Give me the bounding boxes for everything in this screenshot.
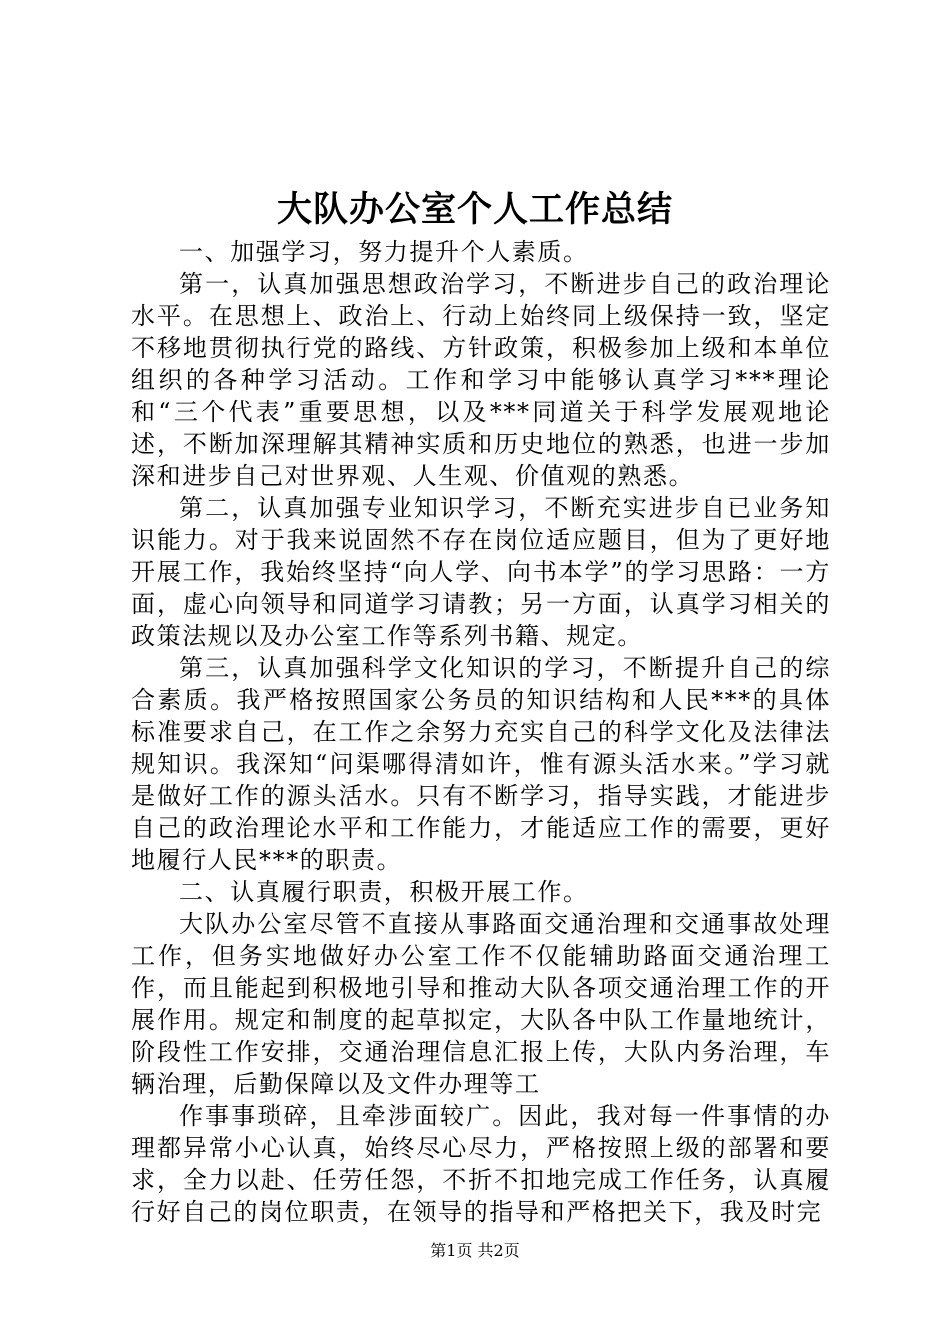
section-heading-2: 二、认真履行职责，积极开展工作。	[179, 878, 589, 906]
document-body	[131, 236, 831, 1228]
paragraph: 第二，认真加强专业知识学习，不断充实进步自已业务知识能力。对于我来说固然不存在岗位适应题目，但为了更好地开展工作，我始终坚持“向人学、向书本学”的学习思路：一方面，虚心向领导和同道学习请教；另一方面，认真学习相关的政策法规以及办公室工作等系列书籍、规定。	[131, 494, 831, 650]
paragraph: 第三，认真加强科学文化知识的学习，不断提升自己的综合素质。我严格按照国家公务员的知识结构和人民***的具体标准要求自己，在工作之余努力充实自己的科学文化及法律法规知识。我深知“问渠哪得清如许，惟有源头活水来。”学习就是做好工作的源头活水。只有不断学习，指导实践，才能进步自己的政治理论水平和工作能力，才能适应工作的需要，更好地履行人民***的职责。	[131, 654, 831, 874]
section-heading-1: 一、加强学习，努力提升个人素质。	[179, 238, 589, 266]
document-title: 大队办公室个人工作总结	[276, 189, 673, 230]
page-number: 第1页 共2页	[430, 1241, 520, 1260]
paragraph: 大队办公室尽管不直接从事路面交通治理和交通事故处理工作，但务实地做好办公室工作不仅能辅助路面交通治理工作，而且能起到积极地引导和推动大队各项交通治理工作的开展作用。规定和制度的起草拟定，大队各中队工作量地统计，阶段性工作安排，交通治理信息汇报上传，大队内务治理，车辆治理，后勤保障以及文件办理等工	[131, 910, 831, 1098]
paragraph: 作事事琐碎，且牵涉面较广。因此，我对每一件事情的办理都异常小心认真，始终尽心尽力，严格按照上级的部署和要求，全力以赴、任劳任怨，不折不扣地完成工作任务，认真履行好自己的岗位职责，在领导的指导和严格把关下，我及时完	[131, 1102, 831, 1226]
paragraph: 第一，认真加强思想政治学习，不断进步自己的政治理论水平。在思想上、政治上、行动上始终同上级保持一致，坚定不移地贯彻执行党的路线、方针政策，积极参加上级和本单位组织的各种学习活动。工作和学习中能够认真学习***理论和“三个代表”重要思想，以及***同道关于科学发展观地论述，不断加深理解其精神实质和历史地位的熟悉，也进一步加深和进步自己对世界观、人生观、价值观的熟悉。	[131, 270, 831, 490]
